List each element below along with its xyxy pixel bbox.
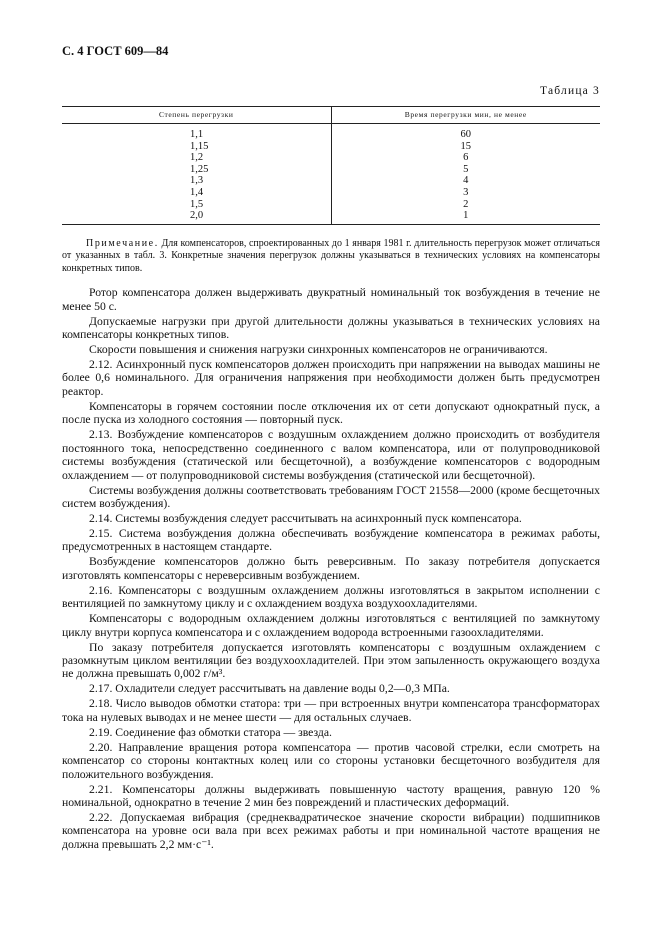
paragraph: Компенсаторы в горячем состоянии после отключения их от сети допускают однократный пуск, а после пуска из холодного состояния — повторный пуск.	[62, 399, 600, 427]
table-row	[62, 175, 600, 187]
table-row	[62, 124, 600, 141]
paragraph: 2.21. Компенсаторы должны выдерживать повышенную частоту вращения, равную 120 % номинальной, однократно в течение 2 мин без повреждений и пластических деформаций.	[62, 782, 600, 809]
table-row	[62, 210, 600, 224]
overload-degree-cell: 1,5	[62, 199, 331, 211]
overload-time-cell: 1	[331, 210, 600, 224]
overload-degree-cell: 1,3	[62, 175, 331, 187]
paragraph: По заказу потребителя допускается изготовлять компенсаторы с воздушным охлаждением с разомкнутым циклом вентиляции без воздухоохладителей. При этом запыленность окружающего воздуха не должна превышать 0,002 г/м³.	[62, 640, 600, 681]
table-title: Таблица 3	[540, 85, 600, 97]
paragraph: Компенсаторы с водородным охлаждением должны изготовляться с вентиляцией по замкнутому циклу внутри корпуса компенсатора и с охлаждением водорода встроенными газоохладителями.	[62, 612, 600, 639]
paragraph: 2.15. Система возбуждения должна обеспечивать возбуждение компенсатора в режимах работы, предусмотренных в настоящем стандарте.	[62, 526, 600, 554]
paragraph: 2.22. Допускаемая вибрация (среднеквадратическое значение скорости вибрации) подшипников компенсатора на уровне оси вала при всех режимах работы и при номинальной частоте вращения не должна превышать 2,2 мм·с⁻¹.	[62, 810, 600, 851]
overload-time-cell: 6	[463, 152, 469, 164]
table-row	[62, 199, 600, 211]
paragraph: 2.18. Число выводов обмотки статора: три — при встроенных внутри компенсатора трансформаторах тока на нулевых выводах и не менее шести — для остальных случаев.	[62, 697, 600, 724]
body-text	[62, 286, 600, 851]
table-row	[62, 141, 600, 153]
paragraph: 2.16. Компенсаторы с воздушным охлаждением должны изготовляться в закрытом исполнении с вентиляцией по замкнутому циклу и с охлаждением воздуха воздухоохладителями.	[62, 583, 600, 611]
paragraph: Системы возбуждения должны соответствовать требованиям ГОСТ 21558—2000 (кроме бесщеточных систем возбуждения).	[62, 483, 600, 510]
paragraph: 2.20. Направление вращения ротора компенсатора — против часовой стрелки, если смотреть на компенсатор со стороны контактных колец или со стороны установки бесщеточного возбудителя для положительного возбуждения.	[62, 740, 600, 781]
overload-time-cell: 3	[463, 186, 469, 198]
paragraph: 2.12. Асинхронный пуск компенсаторов должен происходить при напряжении на выводах машины не более 0,6 номинального. Для ограничения напряжения при необходимости должен быть предусмотрен реактор.	[62, 358, 600, 398]
table-row	[62, 164, 600, 176]
paragraph: 2.13. Возбуждение компенсаторов с воздушным охлаждением должно происходить от возбудителя постоянного тока, непосредственно соединенного с валом компенсатора, или от полупроводниковой системы возбуждения (статической или бесщеточной), а возбуждение компенсаторов с водородным охлаждением — от полупроводниковой системы возбуждения (статической или бесщеточной).	[62, 428, 600, 482]
overload-time-cell: 15	[460, 140, 471, 152]
overload-time-cell: 2	[463, 198, 469, 210]
paragraph: Ротор компенсатора должен выдерживать двукратный номинальный ток возбуждения в течение не менее 50 с.	[62, 286, 600, 313]
table-header-row	[62, 107, 600, 124]
paragraph: Допускаемые нагрузки при другой длительности должны указываться в технических условиях на компенсаторы конкретных типов.	[62, 314, 600, 342]
document-page	[62, 44, 600, 853]
overload-degree-cell: 1,1	[62, 124, 331, 141]
paragraph: 2.14. Системы возбуждения следует рассчитывать на асинхронный пуск компенсатора.	[89, 511, 522, 525]
overload-degree-cell: 1,25	[62, 164, 331, 176]
note-label: Примечание.	[86, 237, 159, 249]
paragraph: Возбуждение компенсаторов должно быть реверсивным. По заказу потребителя допускается изготовлять компенсаторы с нереверсивным возбуждением.	[62, 555, 600, 582]
note-text: Для компенсаторов, спроектированных до 1 января 1981 г. длительность перегрузок может отличаться от указанных в табл. 3. Конкретные значения перегрузок должны указываться в технических условиях на компенсаторы конкретных типов.	[62, 237, 600, 274]
table-note	[62, 238, 600, 276]
paragraph: 2.17. Охладители следует рассчитывать на давление воды 0,2—0,3 МПа.	[89, 682, 450, 696]
paragraph: Скорости повышения и снижения нагрузки синхронных компенсаторов не ограничиваются.	[89, 343, 548, 357]
column-header-overload-time: Время перегрузки мин, не менее	[331, 107, 600, 124]
overload-time-cell: 5	[463, 163, 469, 175]
paragraph: 2.19. Соединение фаз обмотки статора — звезда.	[89, 725, 332, 739]
overload-degree-cell: 1,2	[62, 152, 331, 164]
overload-degree-cell: 1,4	[62, 187, 331, 199]
overload-time-cell: 4	[463, 175, 469, 187]
page-header: С. 4 ГОСТ 609—84	[62, 44, 169, 58]
overload-degree-cell: 2,0	[62, 210, 331, 224]
table-row	[62, 187, 600, 199]
table-row	[62, 152, 600, 164]
overload-time-cell: 60	[460, 129, 471, 140]
overload-degree-cell: 1,15	[62, 141, 331, 153]
overload-table	[62, 106, 600, 225]
column-header-overload-degree: Степень перегрузки	[62, 107, 331, 124]
